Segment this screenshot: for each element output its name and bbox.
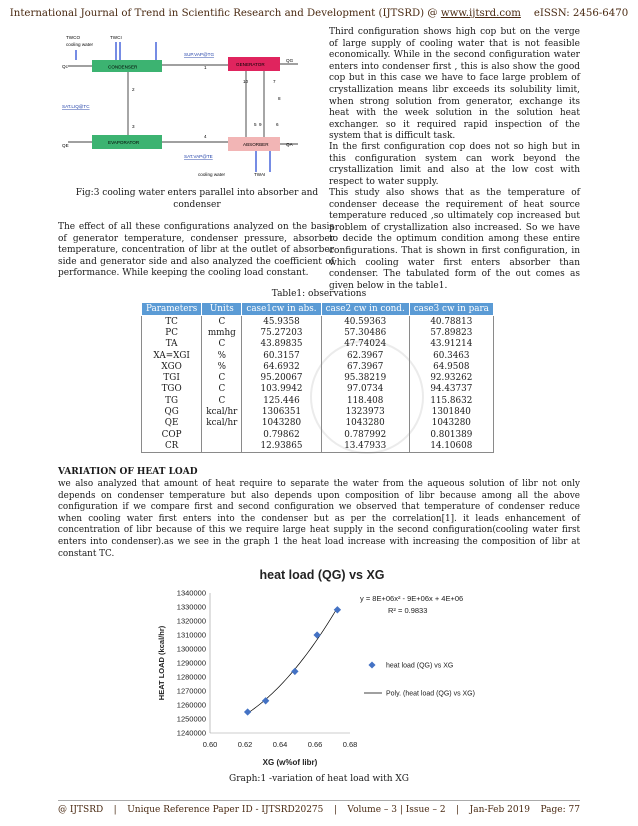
heat-load-chart <box>140 560 505 790</box>
table-cell: C <box>202 316 242 328</box>
table-cell: 1043280 <box>242 418 321 429</box>
table-row <box>142 395 494 406</box>
data-point <box>313 631 320 638</box>
state-4: 4 <box>204 134 207 139</box>
qg-label: QG <box>286 58 294 63</box>
qc-label: Qc <box>62 64 68 69</box>
table-cell: % <box>202 350 242 361</box>
table-cell: 13.47933 <box>321 440 409 452</box>
figure-3-schematic <box>58 30 336 182</box>
observations-table <box>141 302 494 453</box>
generator-label: GENERATOR <box>236 62 265 67</box>
table-cell: 43.89835 <box>242 339 321 350</box>
r-squared: R² = 0.9833 <box>388 606 428 615</box>
header-at: @ <box>427 8 438 19</box>
page-footer <box>58 805 580 815</box>
journal-link[interactable]: www.ijtsrd.com <box>440 8 521 19</box>
y-tick-label: 1300000 <box>176 644 206 654</box>
table-cell: 40.59363 <box>321 316 409 328</box>
legend-marker <box>368 661 375 668</box>
table-cell: 1301840 <box>409 406 493 417</box>
table-cell: C <box>202 384 242 395</box>
table-cell: COP <box>142 429 202 440</box>
absorber-label: ABSORBER <box>243 142 269 147</box>
col-header: case2 cw in cond. <box>321 303 409 316</box>
table-row <box>142 429 494 440</box>
x-tick-label: 0.62 <box>237 740 253 749</box>
y-tick-label: 1320000 <box>176 616 206 626</box>
chart-title: heat load (QG) vs XG <box>259 568 385 582</box>
table-cell: TGO <box>142 384 202 395</box>
table-cell: CR <box>142 440 202 452</box>
table-cell: 47.74024 <box>321 339 409 350</box>
y-tick-label: 1310000 <box>176 630 206 640</box>
table-cell: 12.93865 <box>242 440 321 452</box>
right-paragraph-2: In the first configuration cop does not so high but in this configuration system can work beyond the crystallization limit and also at the low cost with respect to water supply. <box>329 142 580 187</box>
legend-label: heat load (QG) vs XG <box>386 662 454 670</box>
state-3: 3 <box>132 124 135 129</box>
table-cell: XA=XGI <box>142 350 202 361</box>
table-row <box>142 440 494 452</box>
table-cell: TA <box>142 339 202 350</box>
trendline <box>248 608 338 713</box>
table-cell: 118.408 <box>321 395 409 406</box>
twco-label: TWCO <box>66 35 81 40</box>
sup-vap-label: SUP.VAP@TG <box>184 52 215 57</box>
qa-label: QA <box>286 142 293 147</box>
table-cell: 103.9942 <box>242 384 321 395</box>
table-cell: 1043280 <box>321 418 409 429</box>
y-tick-label: 1340000 <box>176 588 206 598</box>
twai-label: TWAI <box>254 172 266 177</box>
table-cell: PC <box>142 327 202 338</box>
footer-page: Page: 77 <box>540 805 580 815</box>
x-tick-label: 0.68 <box>342 740 358 749</box>
table-cell: 1323973 <box>321 406 409 417</box>
table-cell: C <box>202 395 242 406</box>
state-6: 6 <box>276 122 279 127</box>
qe-label: QE <box>62 143 69 148</box>
y-tick-label: 1330000 <box>176 602 206 612</box>
y-tick-label: 1250000 <box>176 714 206 724</box>
table-row <box>142 384 494 395</box>
table-cell: 1306351 <box>242 406 321 417</box>
table-cell: C <box>202 372 242 383</box>
table-row <box>142 418 494 429</box>
col-header: case3 cw in para <box>409 303 493 316</box>
table-cell: 1043280 <box>409 418 493 429</box>
table-cell: 115.8632 <box>409 395 493 406</box>
table-cell: 57.89823 <box>409 327 493 338</box>
table-row <box>142 350 494 361</box>
state-7: 7 <box>273 79 276 84</box>
state-5: 5 <box>254 122 257 127</box>
evaporator-label: EVAPORATOR <box>108 140 140 145</box>
table-cell: 95.20067 <box>242 372 321 383</box>
table-cell: kcal/hr <box>202 406 242 417</box>
col-header: case1cw in abs. <box>242 303 321 316</box>
state-10: 10 <box>243 79 249 84</box>
state-9: 9 <box>259 122 262 127</box>
table-cell: TC <box>142 316 202 328</box>
condenser-label: CONDENSER <box>108 64 138 70</box>
table-header-row <box>142 303 494 316</box>
footer-left: @ IJTSRD <box>58 805 104 815</box>
table-cell <box>202 440 242 452</box>
footer-sep: | <box>113 805 117 815</box>
data-point <box>262 697 269 704</box>
table-cell: 60.3463 <box>409 350 493 361</box>
state-1: 1 <box>204 65 207 70</box>
y-tick-label: 1290000 <box>176 658 206 668</box>
table-cell: XGO <box>142 361 202 372</box>
footer-rule <box>58 800 580 801</box>
footer-vol: Volume – 3 | Issue – 2 <box>347 805 446 815</box>
table-cell: 95.38219 <box>321 372 409 383</box>
x-tick-label: 0.64 <box>272 740 288 749</box>
right-paragraph-1: Third configuration shows high cop but on the verge of large supply of cooling water that is not feasible economically. While in the second configuration water enters into condenser first , this is also show the good cop but in this case we have to face large problem of crystallization means libr exceeds its solubility limit, when strong solution from generator, exchange its heat with the week solution in the solution heat exchanger. so it required rapid inspection of the system that is difficult task. <box>329 27 580 142</box>
footer-sep: | <box>456 805 460 815</box>
section-heading: VARIATION OF HEAT LOAD <box>58 467 198 477</box>
state-2: 2 <box>132 87 135 92</box>
cooling-water-bottom-label: cooling water <box>198 172 226 177</box>
y-tick-label: 1260000 <box>176 700 206 710</box>
table-cell: 43.91214 <box>409 339 493 350</box>
col-header: Units <box>202 303 242 316</box>
table-cell: 0.801389 <box>409 429 493 440</box>
x-tick-label: 0.66 <box>307 740 323 749</box>
table-cell: 64.6932 <box>242 361 321 372</box>
table-cell: 0.79862 <box>242 429 321 440</box>
sat-liq-label: SAT.LIQ@TC <box>62 104 90 109</box>
table-cell: 60.3157 <box>242 350 321 361</box>
table-row <box>142 316 494 328</box>
table-cell: mmhg <box>202 327 242 338</box>
table-cell <box>202 429 242 440</box>
y-axis-title: HEAT LOAD (kcal/hr) <box>157 625 166 701</box>
table-row <box>142 361 494 372</box>
table-cell: QE <box>142 418 202 429</box>
x-tick-label: 0.60 <box>202 740 218 749</box>
table-cell: 94.43737 <box>409 384 493 395</box>
table-cell: 92.93262 <box>409 372 493 383</box>
footer-date: Jan-Feb 2019 <box>469 805 531 815</box>
graph-1-caption: Graph:1 -variation of heat load with XG <box>229 774 409 784</box>
page-header <box>0 8 638 19</box>
table-1-caption: Table1: observations <box>271 289 367 299</box>
table-cell: 40.78813 <box>409 316 493 328</box>
section-paragraph: we also analyzed that amount of heat require to separate the water from the aqueous solution of libr not only depends on condenser temperature but also depends upon composition of libr because among all the above configuration if we compare first and second configuration we observed that temperature of condenser reduce when cooling water first enters into the condenser but as per the correlation[1]. it leads enhancement of concentration of libr because of this we require large heat supply in the second configuration(cooling water first enters into condenser).as we see in the graph 1 the heat load increase with increasing the composition of libr at constant TC. <box>58 479 580 559</box>
table-row <box>142 406 494 417</box>
table-cell: 67.3967 <box>321 361 409 372</box>
table-cell: 45.9358 <box>242 316 321 328</box>
legend-label-trend: Poly. (heat load (QG) vs XG) <box>386 690 475 698</box>
footer-ref: Unique Reference Paper ID - IJTSRD20275 <box>127 805 324 815</box>
figure-3-caption: Fig:3 cooling water enters parallel into absorber and condenser <box>75 188 319 210</box>
table-cell: 97.0734 <box>321 384 409 395</box>
table-row <box>142 339 494 350</box>
table-cell: TGI <box>142 372 202 383</box>
footer-sep: | <box>333 805 337 815</box>
table-cell: TG <box>142 395 202 406</box>
table-cell: 57.30486 <box>321 327 409 338</box>
table-row <box>142 327 494 338</box>
data-point <box>291 668 298 675</box>
table-cell: QG <box>142 406 202 417</box>
right-paragraph-3: This study also shows that as the temperature of condenser decease the requirement of heat source temperature reduced ,so ultimately cop increased but problem of crystallization also increased. So we have to decide the optimum condition among these entire configurations. That is shown in first configuration, in which cooling water first enters absorber than condenser. The tabulated form of the out comes as given below in the table1. <box>329 188 580 291</box>
journal-name: International Journal of Trend in Scientific Research and Development (IJTSRD) <box>9 8 425 19</box>
trend-equation: y = 8E+06x² - 9E+06x + 4E+06 <box>360 594 464 603</box>
data-point <box>244 708 251 715</box>
issn: eISSN: 2456-6470 <box>533 8 629 19</box>
table-cell: 62.3967 <box>321 350 409 361</box>
table-cell: 125.446 <box>242 395 321 406</box>
y-tick-label: 1270000 <box>176 686 206 696</box>
table-cell: 75.27203 <box>242 327 321 338</box>
table-cell: C <box>202 339 242 350</box>
table-cell: kcal/hr <box>202 418 242 429</box>
table-row <box>142 372 494 383</box>
y-tick-label: 1280000 <box>176 672 206 682</box>
sat-vap-label: SAT.VAP@TE <box>184 154 213 159</box>
x-axis-title: XG (w%of libr) <box>262 758 318 767</box>
col-header: Parameters <box>142 303 202 316</box>
table-cell: 0.787992 <box>321 429 409 440</box>
cooling-water-top-label: cooling water <box>66 42 94 47</box>
state-8: 8 <box>278 96 281 101</box>
twci-label: TWCI <box>110 35 122 40</box>
table-cell: % <box>202 361 242 372</box>
y-tick-label: 1240000 <box>176 728 206 738</box>
left-paragraph: The effect of all these configurations analyzed on the basis of generator temperature, condenser pressure, absorber temperature, concentration of libr at the outlet of absorber side and generator side and also analyzed the coefficient of performance. While keeping the cooling load constant. <box>58 222 334 279</box>
table-cell: 64.9508 <box>409 361 493 372</box>
table-cell: 14.10608 <box>409 440 493 452</box>
